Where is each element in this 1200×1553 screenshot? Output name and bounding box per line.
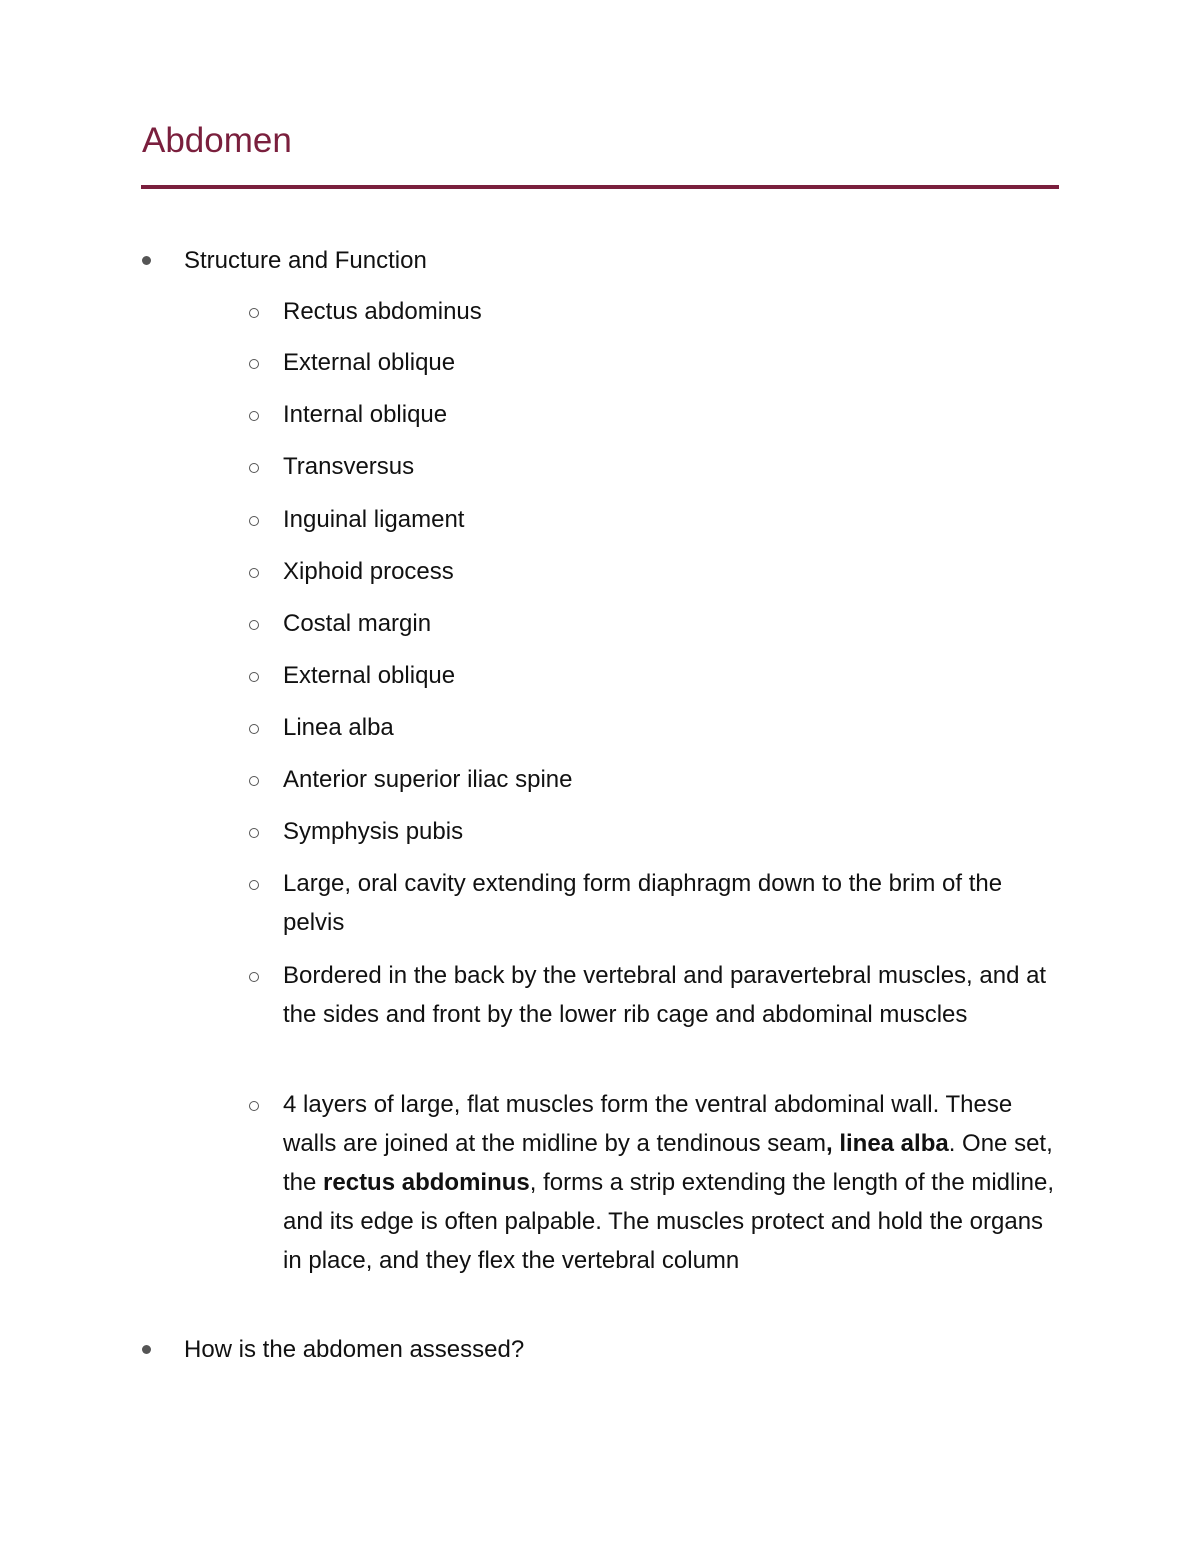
circle-bullet-icon [249, 672, 259, 682]
bullet-dot-icon [142, 1345, 151, 1354]
bold-term: rectus abdominus [323, 1169, 530, 1196]
circle-bullet-icon [249, 620, 259, 630]
circle-bullet-icon [249, 411, 259, 421]
sub-item-label: Transversus [283, 453, 415, 480]
circle-bullet-icon [249, 1101, 259, 1111]
text-run: . One set, the [283, 1130, 1053, 1196]
sub-item-label: Rectus abdominus [283, 298, 482, 325]
sub-item-label: Bordered in the back by the vertebral and paravertebral muscles, and at the sides and front by the lower rib cage and abdominal muscles [283, 962, 1047, 1028]
circle-bullet-icon [249, 880, 259, 890]
sub-item-label: Inguinal ligament [283, 506, 465, 533]
text-run: , forms a strip extending the length of the midline, and its edge is often palpable. The muscles protect and hold the organs in place, and they flex the vertebral column [283, 1169, 1055, 1274]
sub-item-label: Symphysis pubis [283, 818, 464, 845]
bold-term: , linea alba [825, 1130, 949, 1157]
sub-item-label: Costal margin [283, 610, 432, 637]
sub-item-label [283, 1085, 1063, 1280]
circle-bullet-icon [249, 568, 259, 578]
sub-item-label: Linea alba [283, 714, 394, 741]
bullet-label: Structure and Function [184, 247, 427, 274]
text-run: 4 layers of large, flat muscles form the ventral abdominal wall. These walls are joined at the midline by a tendinous seam [283, 1091, 1013, 1157]
circle-bullet-icon [249, 308, 259, 318]
circle-bullet-icon [249, 972, 259, 982]
bullet-dot-icon [142, 256, 151, 265]
circle-bullet-icon [249, 776, 259, 786]
circle-bullet-icon [249, 724, 259, 734]
sub-item-label: Anterior superior iliac spine [283, 766, 573, 793]
page-title: Abdomen [142, 121, 292, 160]
sub-item-label: Large, oral cavity extending form diaphragm down to the brim of the pelvis [283, 870, 1003, 936]
circle-bullet-icon [249, 359, 259, 369]
circle-bullet-icon [249, 463, 259, 473]
sub-item-label: External oblique [283, 349, 456, 376]
sub-item-label: External oblique [283, 662, 456, 689]
sub-item-label: Xiphoid process [283, 558, 454, 585]
circle-bullet-icon [249, 828, 259, 838]
circle-bullet-icon [249, 516, 259, 526]
bullet-label: How is the abdomen assessed? [184, 1336, 525, 1363]
sub-item-label: Internal oblique [283, 401, 448, 428]
title-divider [141, 185, 1059, 189]
